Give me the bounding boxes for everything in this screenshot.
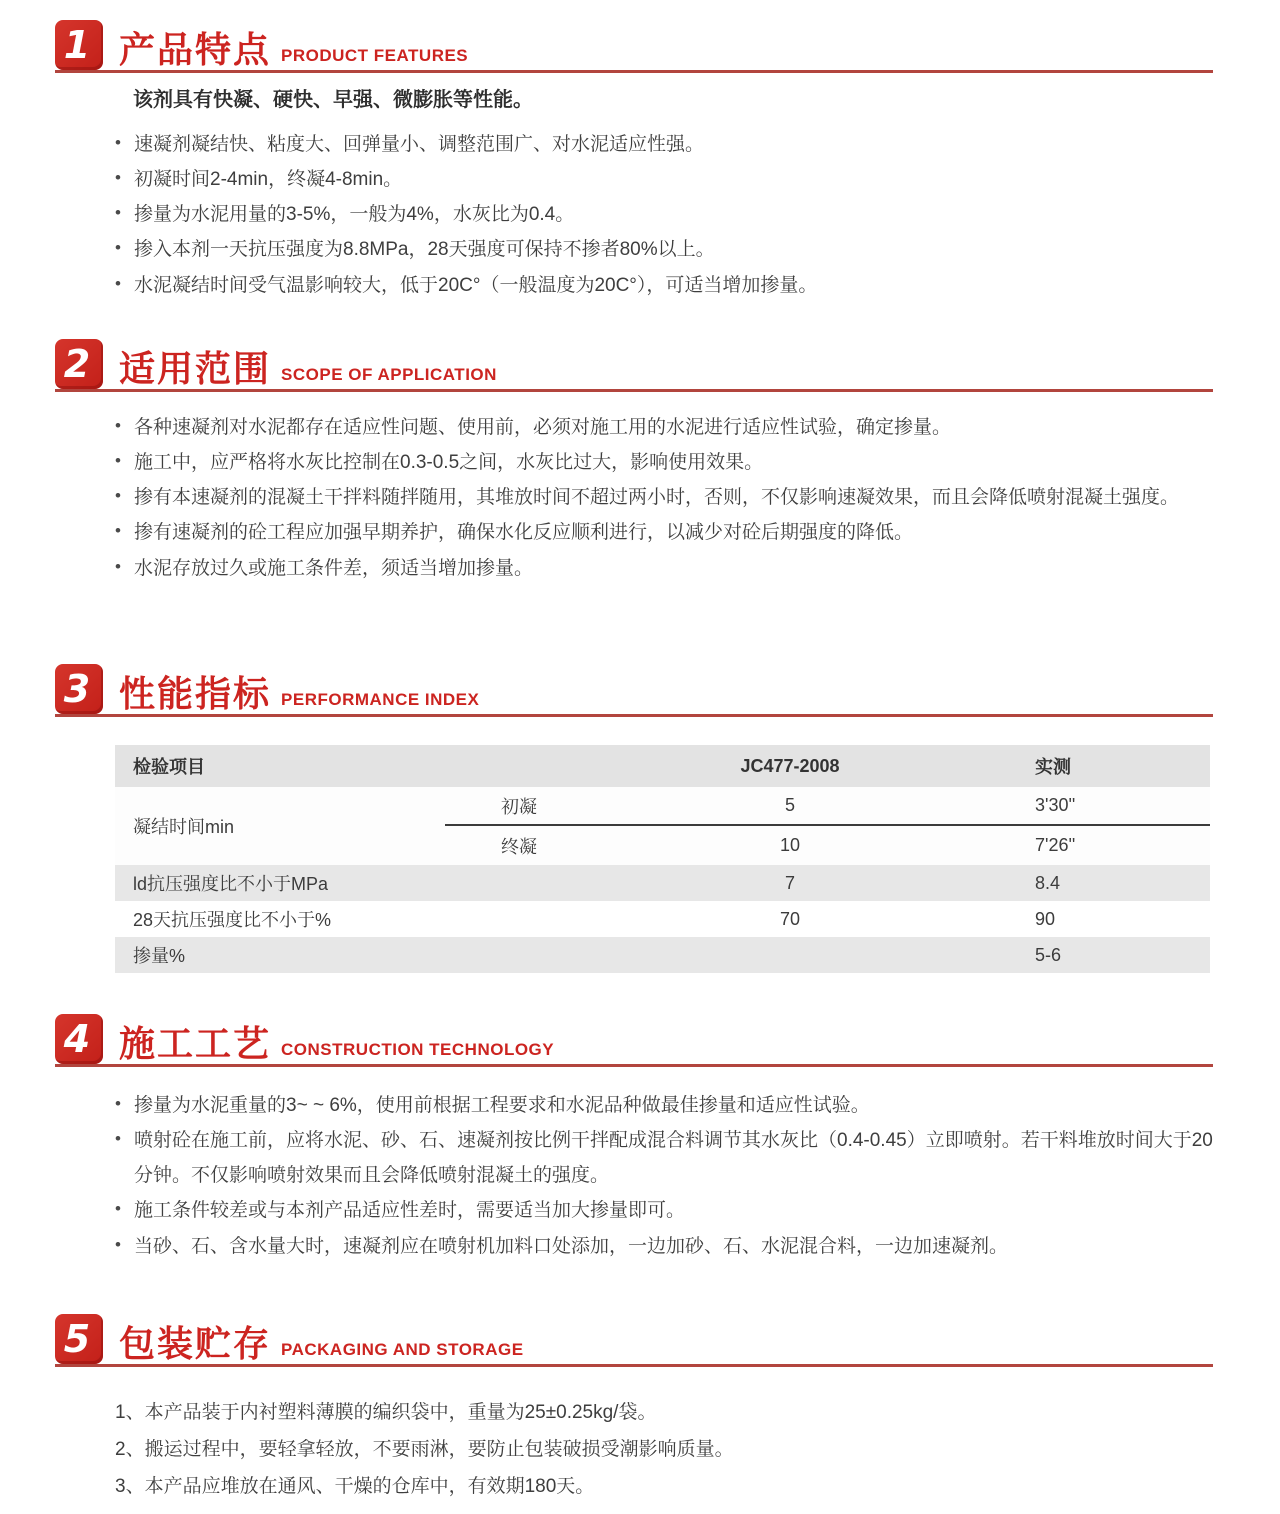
bullet-dot-icon: • <box>115 451 121 471</box>
list-item <box>115 162 1213 197</box>
bullet-dot-icon: • <box>115 168 121 188</box>
list-item <box>115 268 1213 303</box>
section-construction-technology <box>55 1014 1213 1264</box>
bullet-text: 掺量为水泥重量的3~ ~ 6%，使用前根据工程要求和水泥品种做最佳掺量和适应性试验。 <box>134 1095 870 1116</box>
bullet-text: 施工条件较差或与本剂产品适应性差时，需要适当加大掺量即可。 <box>134 1200 686 1222</box>
bullet-list <box>115 410 1213 586</box>
sub-row-label: 初凝 <box>501 796 537 817</box>
bullet-text: 水泥存放过久或施工条件差，须适当增加掺量。 <box>134 557 534 579</box>
section-product-features <box>55 20 1213 303</box>
section-header <box>55 339 1213 392</box>
sub-row-label: 终凝 <box>501 836 537 857</box>
list-item <box>115 1193 1213 1228</box>
list-item: 3、本产品应堆放在通风、干燥的仓库中，有效期180天。 <box>115 1476 595 1498</box>
measured-value: 3'30'' <box>1035 795 1076 815</box>
bullet-text: 掺有本速凝剂的混凝土干拌料随拌随用，其堆放时间不超过两小时，否则，不仅影响速凝效果，而且会降低喷射混凝土强度。 <box>134 487 1180 509</box>
bullet-dot-icon: • <box>115 1129 121 1149</box>
bullet-list <box>115 1088 1213 1264</box>
section-packaging-and-storage <box>55 1314 1213 1505</box>
row-label: ld抗压强度比不小于MPa <box>133 874 329 894</box>
measured-value: 7'26'' <box>1035 835 1076 855</box>
bullet-text: 各种速凝剂对水泥都存在适应性问题、使用前，必须对施工用的水泥进行适应性试验，确定掺量。 <box>134 417 952 438</box>
section-header <box>55 664 1213 717</box>
bullet-dot-icon: • <box>115 1094 121 1113</box>
sub-rows <box>445 787 1210 865</box>
section-subtitle-en: PRODUCT FEATURES <box>281 46 469 65</box>
list-item <box>115 551 1213 586</box>
table-row <box>115 865 1210 901</box>
bullet-text: 掺有速凝剂的砼工程应加强早期养护，确保水化反应顺利进行，以减少对砼后期强度的降低。 <box>134 522 914 544</box>
section-subtitle-en: SCOPE OF APPLICATION <box>281 365 497 384</box>
section-performance-index <box>55 664 1213 973</box>
list-item <box>115 1229 1213 1264</box>
bullet-dot-icon: • <box>115 133 121 152</box>
section-number-badge <box>55 1014 103 1064</box>
list-item <box>115 410 1213 445</box>
section-title: 包装贮存 <box>119 1323 272 1364</box>
bullet-dot-icon: • <box>115 556 121 576</box>
bullet-text: 掺入本剂一天抗压强度为8.8MPa，28天强度可保持不掺者80%以上。 <box>134 239 715 261</box>
section-number-badge <box>55 664 103 714</box>
bullet-text: 水泥凝结时间受气温影响较大，低于20C°（一般温度为20C°），可适当增加掺量。 <box>134 274 818 296</box>
list-item <box>115 480 1213 515</box>
bullet-dot-icon: • <box>115 521 121 541</box>
section-subtitle-en: PACKAGING AND STORAGE <box>281 1340 524 1359</box>
bullet-text: 速凝剂凝结快、粘度大、回弹量小、调整范围广、对水泥适应性强。 <box>134 134 705 155</box>
standard-value: 10 <box>779 835 801 855</box>
column-header: JC477-2008 <box>740 755 840 776</box>
bullet-dot-icon: • <box>115 486 121 506</box>
bullet-text: 掺量为水泥用量的3-5%，一般为4%，水灰比为0.4。 <box>134 204 575 226</box>
column-header: 检验项目 <box>133 757 205 777</box>
list-item <box>115 127 1213 162</box>
table-row <box>445 787 1210 826</box>
section-scope-of-application <box>55 339 1213 586</box>
table-row <box>115 901 1210 937</box>
measured-value: 8.4 <box>1035 872 1061 893</box>
table-row <box>445 826 1210 865</box>
section-header <box>55 20 1213 73</box>
bullet-list <box>115 127 1213 303</box>
list-item <box>115 1088 1213 1123</box>
standard-value: 5 <box>784 795 795 815</box>
bullet-dot-icon: • <box>115 1234 121 1254</box>
table-row-group-setting-time <box>115 787 1210 865</box>
section-header <box>55 1014 1213 1067</box>
list-item <box>115 232 1213 267</box>
list-item: 1、本产品装于内衬塑料薄膜的编织袋中，重量为25±0.25kg/袋。 <box>115 1402 657 1423</box>
section-title: 性能指标 <box>119 673 272 714</box>
section-number: 3 <box>63 667 91 711</box>
standard-value: 7 <box>784 872 795 893</box>
bullet-dot-icon: • <box>115 416 121 435</box>
table-row <box>115 937 1210 973</box>
section-title: 施工工艺 <box>119 1023 272 1064</box>
list-item <box>115 515 1213 550</box>
bullet-text: 初凝时间2-4min，终凝4-8min。 <box>134 169 403 191</box>
measured-value: 5-6 <box>1035 944 1062 965</box>
section-number: 2 <box>63 342 91 386</box>
column-header: 实测 <box>1035 757 1071 777</box>
standard-value: 70 <box>779 908 801 929</box>
row-label: 28天抗压强度比不小于% <box>133 910 332 930</box>
section-title: 适用范围 <box>119 348 272 389</box>
list-item <box>115 445 1213 480</box>
section-number: 5 <box>63 1317 91 1361</box>
intro-line: 该剂具有快凝、硬快、早强、微膨胀等性能。 <box>133 89 533 111</box>
section-number-badge <box>55 20 103 70</box>
measured-value: 90 <box>1035 908 1056 929</box>
performance-table <box>115 745 1210 973</box>
bullet-dot-icon: • <box>115 1199 121 1219</box>
section-title: 产品特点 <box>119 29 272 70</box>
list-item <box>115 1123 1213 1193</box>
section-subtitle-en: PERFORMANCE INDEX <box>281 690 480 709</box>
row-label: 凝结时间min <box>133 817 235 837</box>
numbered-list <box>115 1394 1213 1505</box>
section-header <box>55 1314 1213 1367</box>
bullet-dot-icon: • <box>115 238 121 258</box>
section-number: 4 <box>63 1017 91 1061</box>
list-item: 2、搬运过程中，要轻拿轻放，不要雨淋，要防止包装破损受潮影响质量。 <box>115 1439 734 1461</box>
row-label: 掺量% <box>133 946 186 966</box>
bullet-text: 喷射砼在施工前，应将水泥、砂、石、速凝剂按比例干拌配成混合料调节其水灰比（0.4-0.45）立即喷射。若干料堆放时间大于20分钟。不仅影响喷射效果而且会降低喷射混凝土的强度。 <box>134 1130 1213 1187</box>
bullet-dot-icon: • <box>115 203 121 223</box>
list-item <box>115 197 1213 232</box>
section-number-badge <box>55 339 103 389</box>
table-header-row <box>115 745 1210 787</box>
bullet-text: 施工中，应严格将水灰比控制在0.3-0.5之间，水灰比过大，影响使用效果。 <box>134 452 764 474</box>
bullet-text: 当砂、石、含水量大时，速凝剂应在喷射机加料口处添加，一边加砂、石、水泥混合料，一边加速凝剂。 <box>134 1235 1009 1257</box>
bullet-dot-icon: • <box>115 273 121 293</box>
section-subtitle-en: CONSTRUCTION TECHNOLOGY <box>281 1040 555 1059</box>
section-number: 1 <box>63 23 91 67</box>
section-number-badge <box>55 1314 103 1364</box>
